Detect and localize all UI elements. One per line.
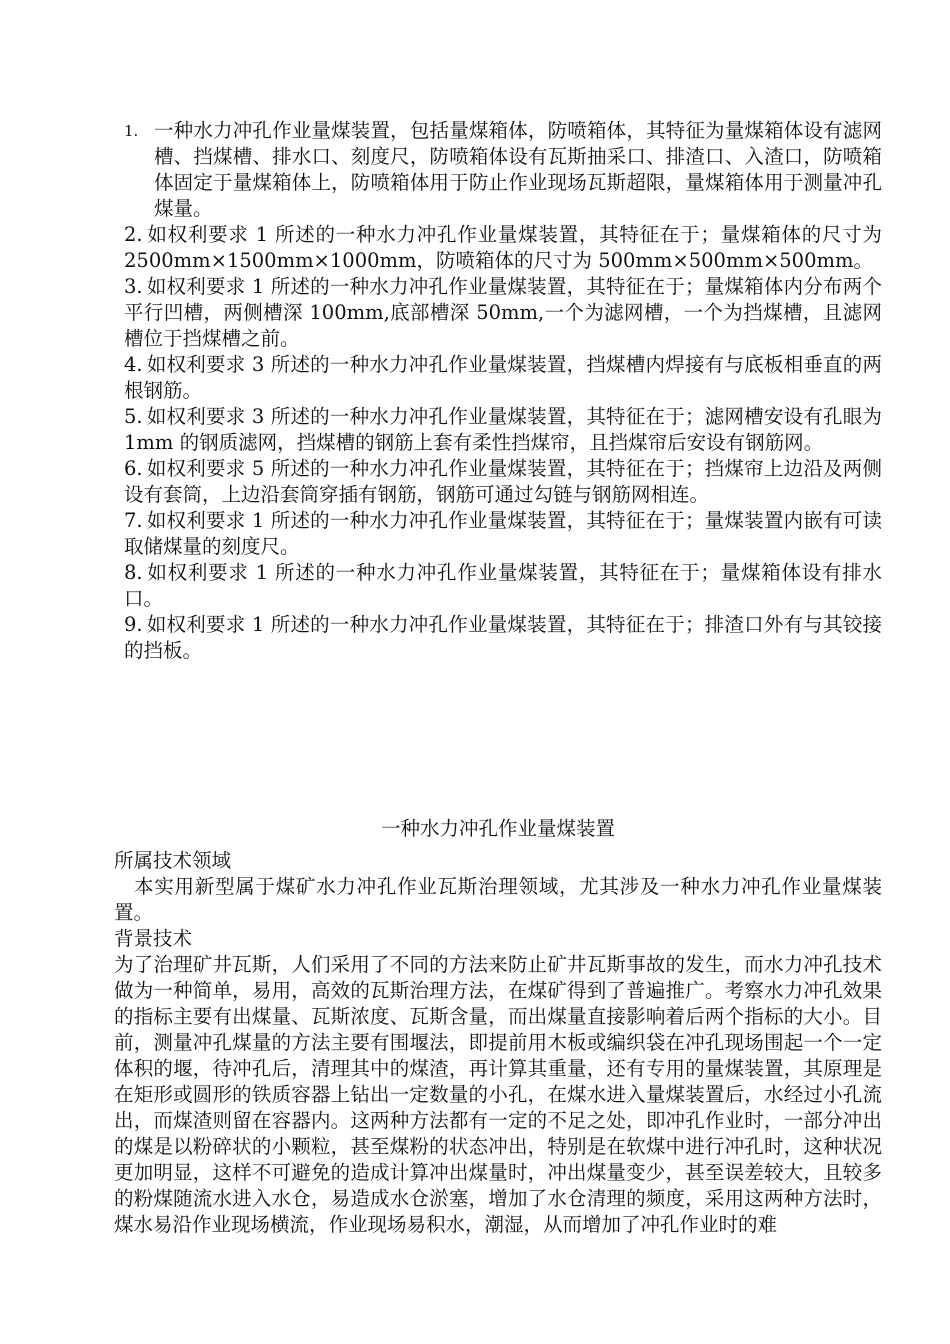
claim-number: 8. — [124, 561, 143, 584]
claim-number: 4. — [124, 353, 143, 376]
claim-number: 6. — [124, 457, 143, 480]
claim-text: 如权利要求 1 所述的一种水力冲孔作业量煤装置，其特征在于；量煤箱体的尺寸为 2500mm×1500mm×1000mm，防喷箱体的尺寸为 500mm×500mm×500mm。 — [124, 223, 882, 272]
claim-2 — [124, 222, 882, 274]
claim-number: 3. — [124, 275, 143, 298]
claim-number: 2. — [124, 223, 143, 246]
claim-text: 如权利要求 1 所述的一种水力冲孔作业量煤装置，其特征在于；量煤箱体设有排水口。 — [124, 561, 882, 610]
claim-7 — [124, 508, 882, 560]
claim-text: 如权利要求 3 所述的一种水力冲孔作业量煤装置，挡煤槽内焊接有与底板相垂直的两根钢筋。 — [124, 353, 882, 402]
claim-number: 1. — [124, 122, 139, 140]
background-paragraph: 为了治理矿井瓦斯，人们采用了不同的方法来防止矿井瓦斯事故的发生，而水力冲孔技术做为一种简单，易用，高效的瓦斯治理方法，在煤矿得到了普遍推广。考察水力冲孔效果的指标主要有出煤量、瓦斯浓度、瓦斯含量，而出煤量直接影响着后两个指标的大小。目前，测量冲孔煤量的方法主要有围堰法，即提前用木板或编织袋在冲孔现场围起一个一定体积的堰，待冲孔后，清理其中的煤渣，再计算其重量，还有专用的量煤装置，其原理是在矩形或圆形的铁质容器上钻出一定数量的小孔，在煤水进入量煤装置后，水经过小孔流出，而煤渣则留在容器内。这两种方法都有一定的不足之处，即冲孔作业时，一部分冲出的煤是以粉碎状的小颗粒，甚至煤粉的状态冲出，特别是在软煤中进行冲孔时，这种状况更加明显，这样不可避免的造成计算冲出煤量时，冲出煤量变少，甚至误差较大，且较多的粉煤随流水进入水仓，易造成水仓淤塞，增加了水仓清理的频度，采用这两种方法时，煤水易沿作业现场横流，作业现场易积水，潮湿，从而增加了冲孔作业时的难 — [114, 953, 882, 1236]
claim-1 — [124, 118, 882, 222]
claim-9 — [124, 612, 882, 664]
claim-text: 如权利要求 1 所述的一种水力冲孔作业量煤装置，其特征在于；量煤箱体内分布两个平行凹槽，两侧槽深 100mm,底部槽深 50mm,一个为滤网槽，一个为挡煤槽，且滤网槽位于挡煤槽之前。 — [124, 275, 882, 350]
claim-number: 7. — [124, 509, 143, 532]
description-section — [114, 816, 882, 1238]
field-heading: 所属技术领域 — [114, 849, 232, 872]
background-heading: 背景技术 — [114, 927, 193, 950]
claim-number: 9. — [124, 613, 143, 636]
claim-text: 一种水力冲孔作业量煤装置，包括量煤箱体，防喷箱体，其特征为量煤箱体设有滤网槽、挡煤槽、排水口、刻度尺，防喷箱体设有瓦斯抽采口、排渣口、入渣口，防喷箱体固定于量煤箱体上，防喷箱体用于防止作业现场瓦斯超限，量煤箱体用于测量冲孔煤量。 — [154, 119, 882, 220]
claim-8 — [124, 560, 882, 612]
claim-4 — [124, 352, 882, 404]
claim-text: 如权利要求 5 所述的一种水力冲孔作业量煤装置，其特征在于；挡煤帘上边沿及两侧设有套筒，上边沿套筒穿插有钢筋，钢筋可通过勾链与钢筋网相连。 — [124, 457, 882, 506]
claim-3 — [124, 274, 882, 352]
claim-6 — [124, 456, 882, 508]
document-title: 一种水力冲孔作业量煤装置 — [380, 817, 615, 840]
claim-text: 如权利要求 1 所述的一种水力冲孔作业量煤装置，其特征在于；量煤装置内嵌有可读取储煤量的刻度尺。 — [124, 509, 882, 558]
claim-number: 5. — [124, 405, 143, 428]
field-paragraph: 本实用新型属于煤矿水力冲孔作业瓦斯治理领域，尤其涉及一种水力冲孔作业量煤装置。 — [114, 875, 882, 924]
claim-5 — [124, 404, 882, 456]
claim-text: 如权利要求 1 所述的一种水力冲孔作业量煤装置，其特征在于；排渣口外有与其铰接的挡板。 — [124, 613, 882, 662]
claims-section — [124, 118, 882, 664]
claim-text: 如权利要求 3 所述的一种水力冲孔作业量煤装置，其特征在于；滤网槽安设有孔眼为 1mm 的钢质滤网，挡煤槽的钢筋上套有柔性挡煤帘，且挡煤帘后安设有钢筋网。 — [124, 405, 882, 454]
